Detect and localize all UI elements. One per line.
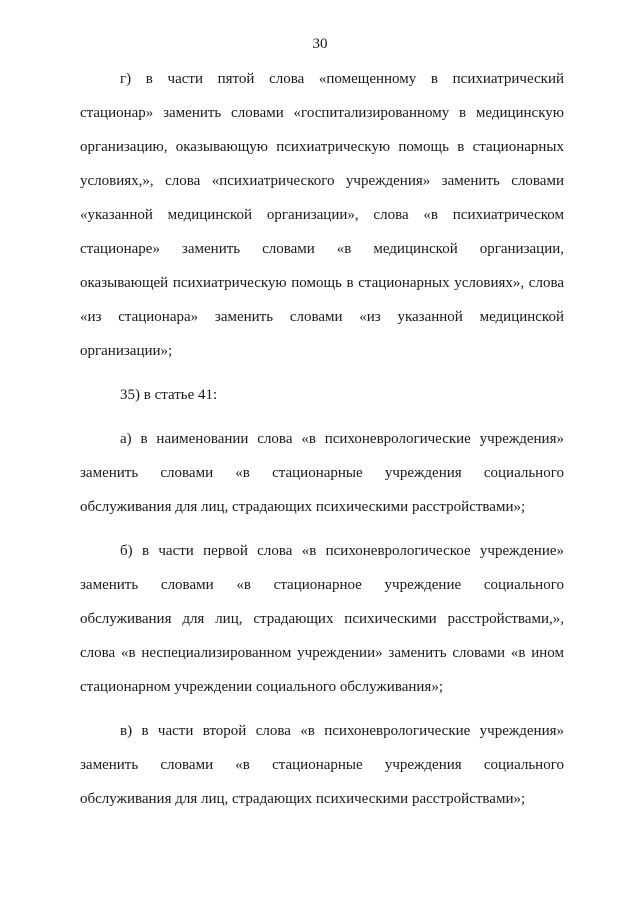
page-number: 30 — [312, 36, 328, 52]
paragraph-b: б) в части первой слова «в психоневрологическое учреждение» заменить словами «в стационарное учреждение социального обслуживания для лиц, страдающих психическими расстройствами,», слова «в неспециализированном учреждении» заменить словами «в ином стационарном учреждении социального обслуживания»; — [80, 543, 564, 695]
paragraph-g: г) в части пятой слова «помещенному в психиатрический стационар» заменить словами «госпитализированному в медицинскую организацию, оказывающую психиатрическую помощь в стационарных условиях,», слова «психиатрического учреждения» заменить словами «указанной медицинской организации», слова «в психиатрическом стационаре» заменить словами «в медицинской организации, оказывающей психиатрическую помощь в стационарных условиях», слова «из стационара» заменить словами «из указанной медицинской организации»; — [80, 71, 564, 359]
paragraph-35: 35) в статье 41: — [120, 387, 218, 403]
paragraph-v: в) в части второй слова «в психоневрологические учреждения» заменить словами «в стационарные учреждения социального обслуживания для лиц, страдающих психическими расстройствами»; — [80, 723, 564, 807]
paragraph-spacer — [80, 412, 564, 422]
paragraph-a: а) в наименовании слова «в психоневрологические учреждения» заменить словами «в стационарные учреждения социального обслуживания для лиц, страдающих психическими расстройствами»; — [80, 431, 564, 515]
paragraph-spacer — [80, 368, 564, 378]
document-body — [80, 62, 564, 816]
paragraph-spacer — [80, 704, 564, 714]
paragraph-spacer — [80, 524, 564, 534]
